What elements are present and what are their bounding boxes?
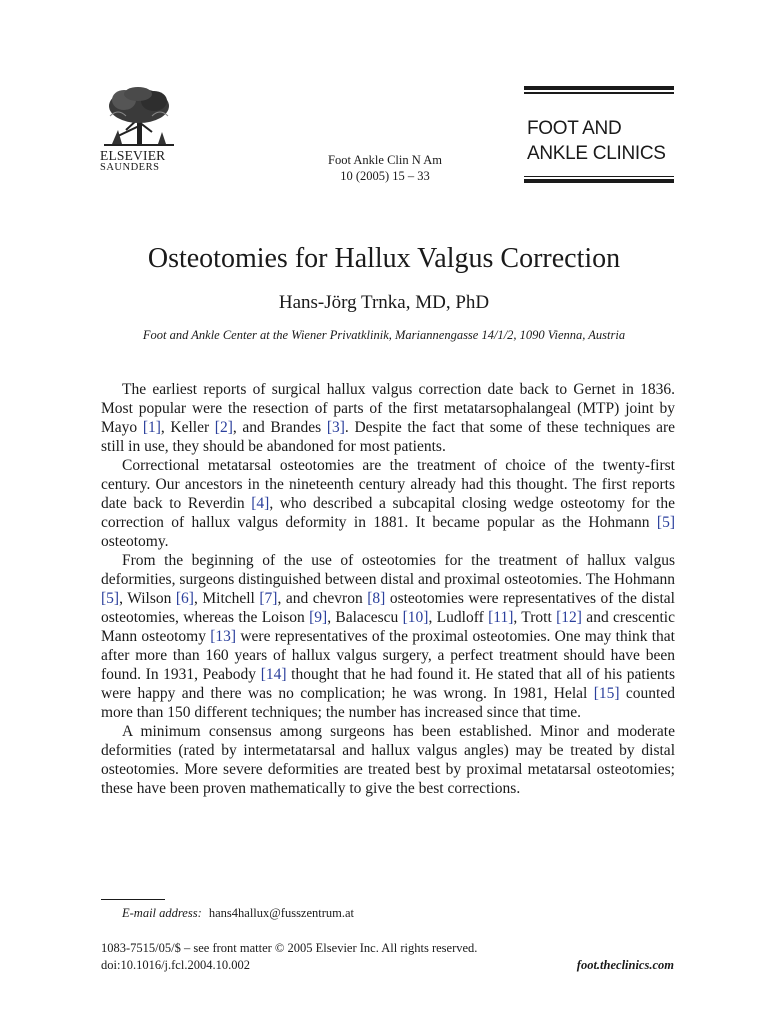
body-paragraph-1 [101, 380, 675, 456]
reference-link-13[interactable]: [13] [210, 628, 237, 645]
text-run: Correctional metatarsal osteotomies are the treatment of choice of the twenty-first century. Our ancestors in the nineteenth century already had this thought. The first reports date back to Reverdin [101, 457, 675, 512]
publisher-logo [100, 86, 180, 174]
publisher-imprint: SAUNDERS [100, 162, 160, 173]
journal-citation [300, 152, 470, 184]
copyright-block [101, 940, 477, 974]
reference-link-11[interactable]: [11] [488, 609, 514, 626]
text-run: , Trott [513, 609, 557, 626]
footnote-rule [101, 899, 165, 900]
reference-link-2[interactable]: [2] [214, 419, 233, 436]
text-run: , who described a subcapital closing wedge osteotomy for the correction of hallux valgus deformity in 1881. It became popular as the Hohmann [101, 495, 675, 531]
author-email-footnote [122, 905, 354, 921]
brand-line-1: FOOT AND [527, 117, 622, 139]
email-label: E-mail address: [122, 906, 202, 920]
reference-link-5[interactable]: [5] [101, 590, 120, 607]
reference-link-6[interactable]: [6] [175, 590, 194, 607]
reference-link-3[interactable]: [3] [326, 419, 345, 436]
text-run: , Wilson [119, 590, 176, 607]
reference-link-8[interactable]: [8] [367, 590, 386, 607]
reference-link-10[interactable]: [10] [402, 609, 429, 626]
text-run: , Ludloff [428, 609, 489, 626]
reference-link-14[interactable]: [14] [260, 666, 287, 683]
text-run: , Balacescu [327, 609, 403, 626]
article-body [101, 380, 675, 798]
text-run: and crescentic Mann osteotomy [101, 609, 675, 645]
text-run: thought that he had found it. He stated that all of his patients were happy and there was no complication; he was wrong. In 1981, Helal [101, 666, 676, 702]
body-paragraph-4 [101, 722, 675, 798]
reference-link-5[interactable]: [5] [656, 514, 675, 531]
text-run: osteotomy. [101, 533, 169, 550]
reference-link-4[interactable]: [4] [251, 495, 270, 512]
brand-name [527, 116, 674, 166]
body-paragraph-2 [101, 456, 675, 551]
text-run: , and Brandes [232, 419, 327, 436]
publisher-name: ELSEVIER [100, 148, 166, 163]
text-run: , and chevron [277, 590, 368, 607]
brand-bottom-rule [524, 179, 674, 183]
body-paragraph-3 [101, 551, 675, 722]
text-run: were representatives of the proximal osteotomies. One may think that after more than 160 years of hallux valgus surgery, a perfect treatment should have been found. In 1931, Peabody [101, 628, 675, 683]
text-run: The earliest reports of surgical hallux valgus correction date back to Gernet in 1836. Most popular were the resection of parts of the first metatarsophalangeal (MTP) joint by Mayo [101, 381, 675, 436]
text-run: A minimum consensus among surgeons has been established. Minor and moderate deformities (rated by intermetatarsal and hallux valgus angles) may be treated by distal osteotomies. More severe deformities are treated best by proximal metatarsal osteotomies; these have been proven mathematically to give the best corrections. [101, 723, 675, 797]
reference-link-12[interactable]: [12] [556, 609, 582, 626]
author-email-link[interactable]: hans4hallux@fusszentrum.at [208, 906, 355, 920]
brand-top-rule [524, 86, 674, 90]
reference-link-15[interactable]: [15] [593, 685, 620, 702]
reference-link-1[interactable]: [1] [142, 419, 161, 436]
article-author: Hans-Jörg Trnka, MD, PhD [278, 292, 490, 313]
citation-volume-pages: 10 (2005) 15 – 33 [340, 169, 430, 183]
journal-website-link[interactable]: foot.theclinics.com [576, 958, 674, 972]
brand-top-thin-rule [524, 92, 674, 94]
reference-link-7[interactable]: [7] [259, 590, 278, 607]
reference-link-9[interactable]: [9] [309, 609, 328, 626]
article-title: Osteotomies for Hallux Valgus Correction [147, 243, 621, 274]
citation-journal-name: Foot Ankle Clin N Am [328, 153, 442, 167]
journal-brand [524, 86, 674, 183]
copyright-line: 1083-7515/05/$ – see front matter © 2005 Elsevier Inc. All rights reserved. [101, 941, 478, 955]
text-run: . Despite the fact that some of these techniques are still in use, they should be abandoned for most patients. [101, 419, 676, 455]
text-run: osteotomies were representatives of the distal osteotomies, whereas the Loison [101, 590, 675, 626]
text-run: , Mitchell [193, 590, 260, 607]
author-affiliation: Foot and Ankle Center at the Wiener Privatklinik, Mariannengasse 14/1/2, 1090 Vienna, Austria [142, 328, 626, 342]
brand-bottom-thin-rule [524, 176, 674, 178]
elsevier-tree-icon [104, 86, 174, 148]
text-run: , Keller [160, 419, 215, 436]
text-run: From the beginning of the use of osteotomies for the treatment of hallux valgus deformities, surgeons distinguished between distal and proximal osteotomies. The Hohmann [101, 552, 675, 588]
brand-line-2: ANKLE CLINICS [527, 142, 666, 164]
text-run: counted more than 150 different techniques; the number has increased since that time. [101, 685, 675, 721]
doi-link[interactable]: doi:10.1016/j.fcl.2004.10.002 [101, 958, 250, 972]
